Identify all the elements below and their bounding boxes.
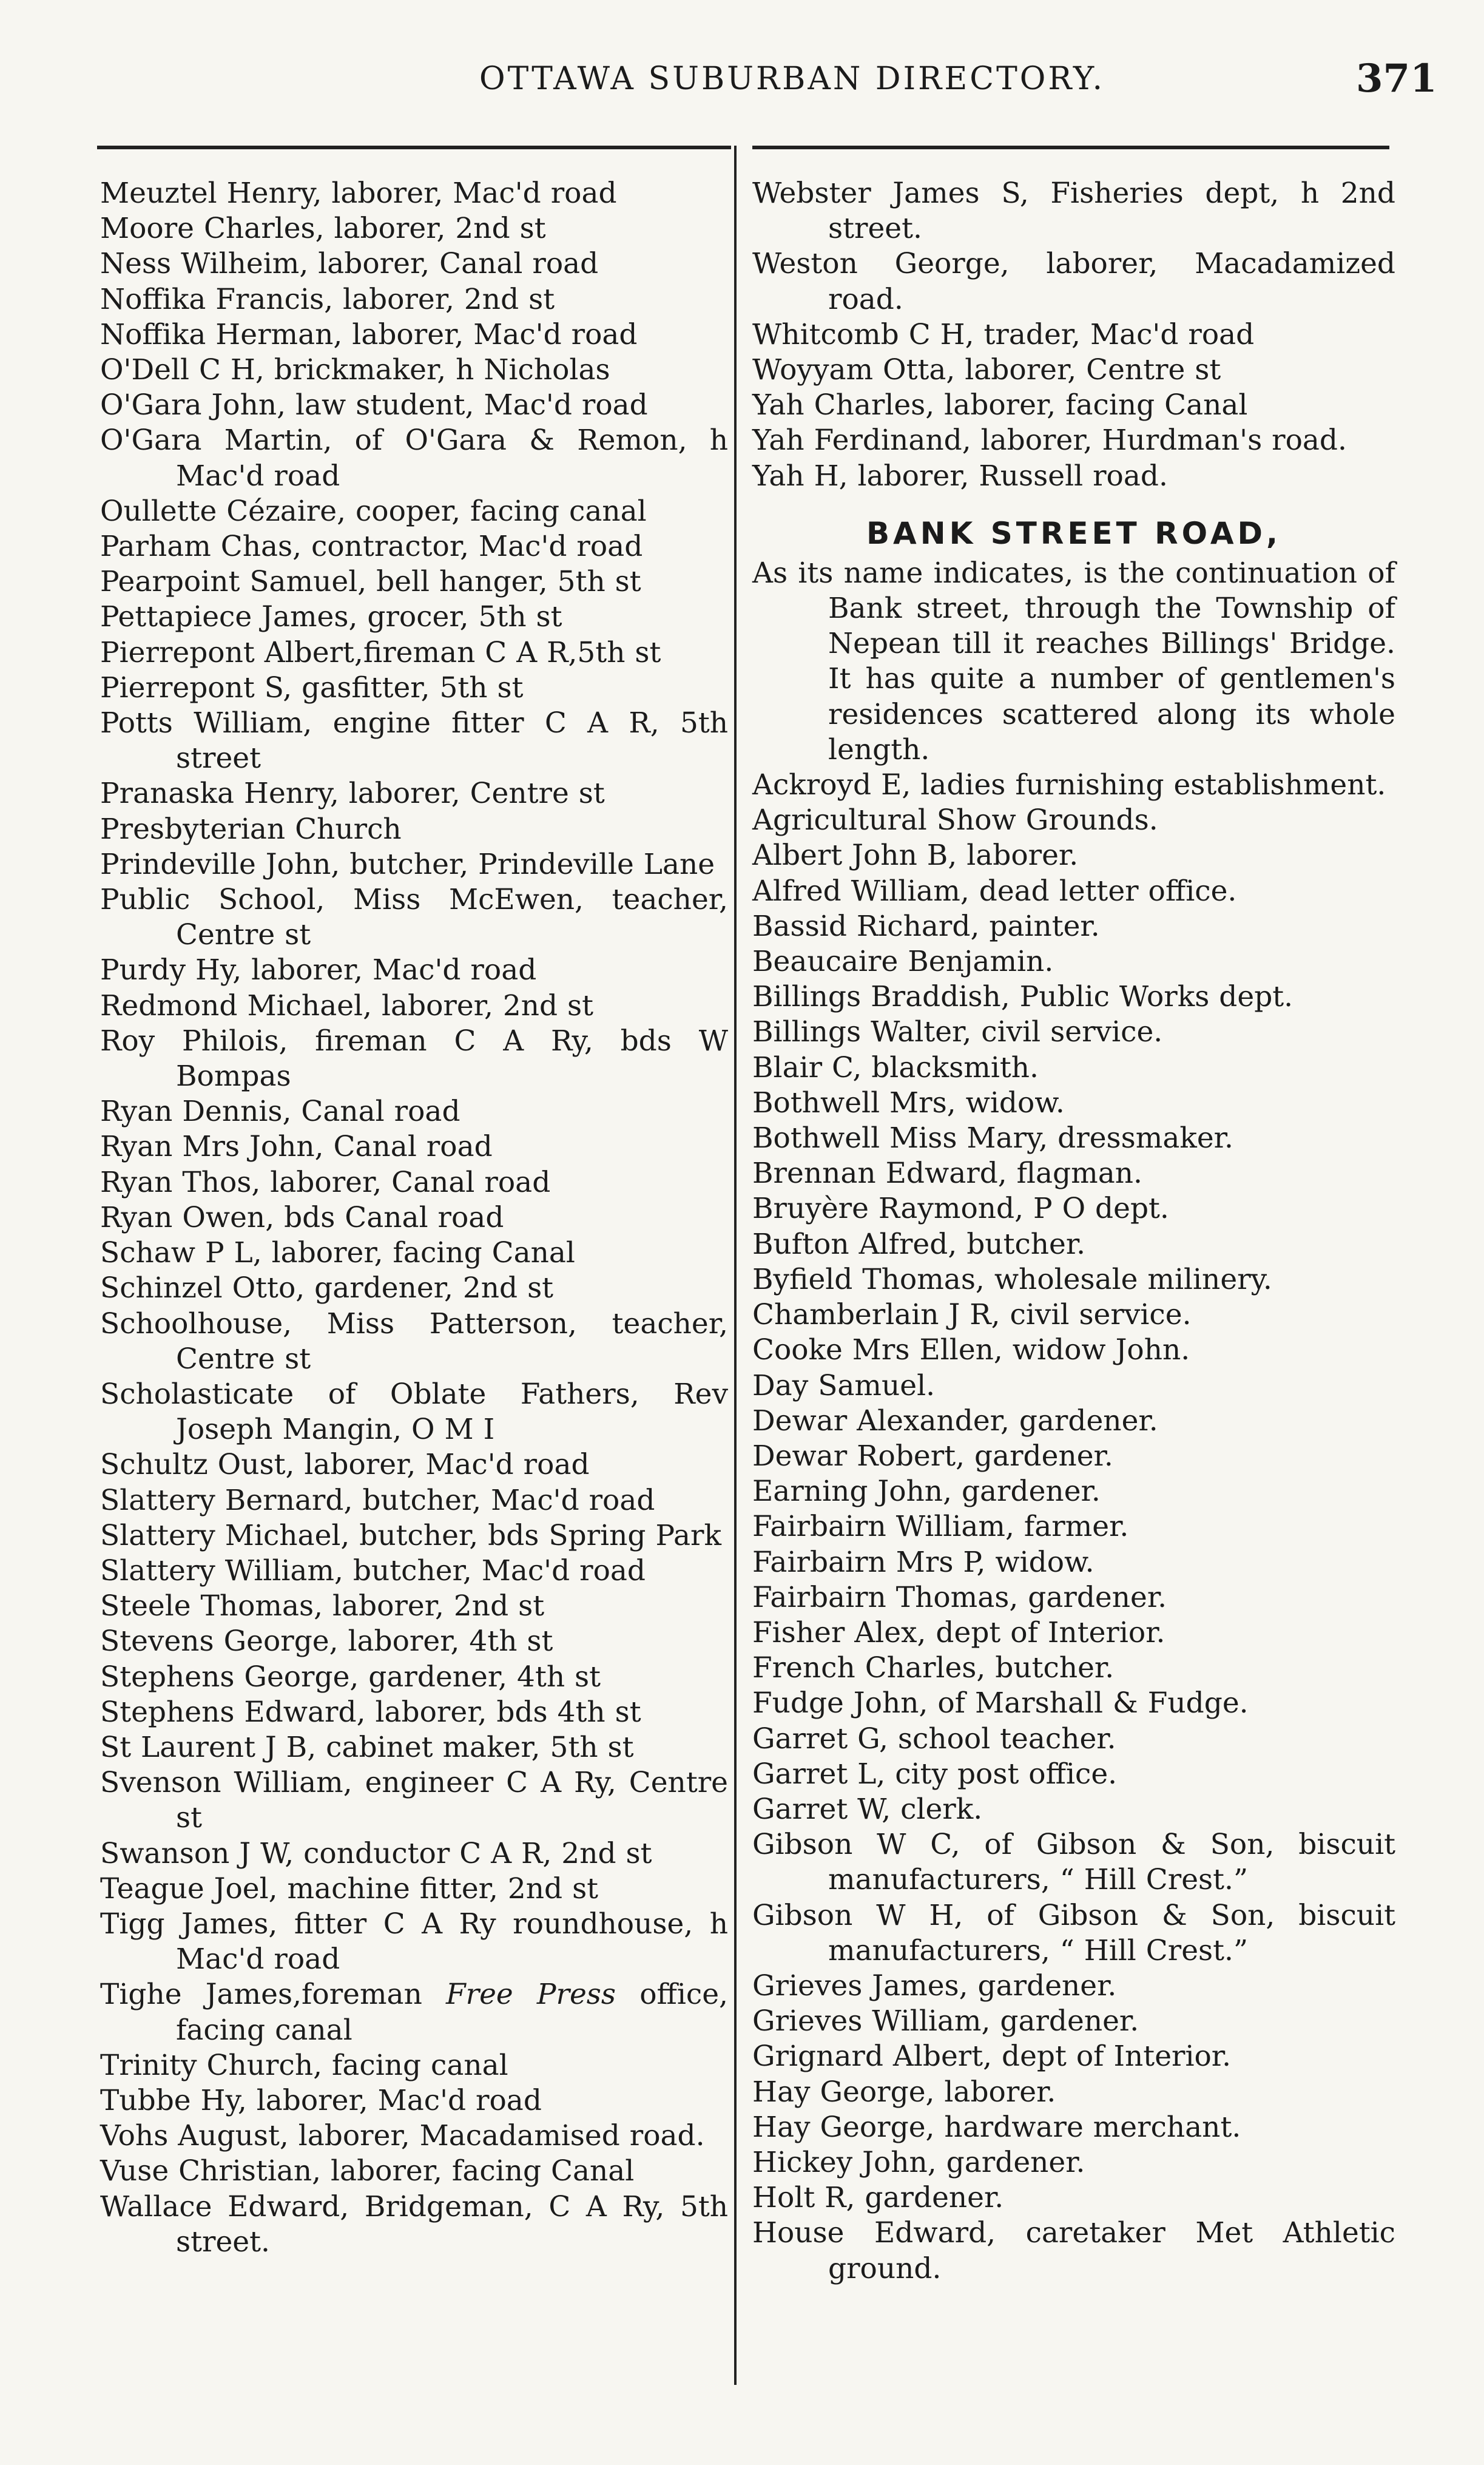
directory-entry: Dewar Alexander, gardener.	[752, 1404, 1158, 1438]
directory-entry: Schoolhouse, Miss Patterson, teacher, Centre st	[100, 1307, 728, 1376]
directory-entry: Slattery Bernard, butcher, Mac'd road	[100, 1483, 655, 1517]
directory-entry: Bothwell Mrs, widow.	[752, 1086, 1065, 1120]
directory-entry: Grignard Albert, dept of Interior.	[752, 2040, 1232, 2074]
directory-entry: Ness Wilheim, laborer, Canal road	[100, 247, 599, 281]
directory-entry: Moore Charles, laborer, 2nd st	[100, 212, 546, 246]
directory-entry: Fairbairn Mrs P, widow.	[752, 1545, 1094, 1579]
directory-entry: Scholasticate of Oblate Fathers, Rev Joseph Mangin, O M I	[100, 1377, 728, 1447]
directory-entry: Cooke Mrs Ellen, widow John.	[752, 1333, 1190, 1367]
column-divider	[734, 146, 737, 2385]
directory-entry: Fairbairn Thomas, gardener.	[752, 1580, 1167, 1614]
right-entry-list	[752, 768, 1395, 2287]
directory-entry: Oullette Cézaire, cooper, facing canal	[100, 494, 647, 528]
directory-entry: Vuse Christian, laborer, facing Canal	[100, 2154, 635, 2188]
right-entry-list-top	[752, 176, 1395, 494]
directory-entry: Billings Braddish, Public Works dept.	[752, 980, 1293, 1014]
directory-entry: Hay George, hardware merchant.	[752, 2110, 1241, 2144]
directory-entry: Byfield Thomas, wholesale milinery.	[752, 1262, 1272, 1296]
directory-entry: Woyyam Otta, laborer, Centre st	[752, 353, 1221, 387]
directory-entry: Alfred William, dead letter office.	[752, 874, 1237, 908]
directory-entry: Webster James S, Fisheries dept, h 2nd street.	[752, 177, 1395, 246]
directory-entry: Stevens George, laborer, 4th st	[100, 1625, 553, 1659]
directory-entry: Roy Philois, fireman C A Ry, bds W Bompas	[100, 1024, 728, 1094]
directory-entry: Public School, Miss McEwen, teacher, Centre st	[100, 883, 728, 952]
directory-entry: Meuztel Henry, laborer, Mac'd road	[100, 177, 617, 210]
directory-entry: House Edward, caretaker Met Athletic ground.	[752, 2216, 1395, 2285]
directory-entry: Ryan Thos, laborer, Canal road	[100, 1165, 551, 1199]
directory-entry: Blair C, blacksmith.	[752, 1050, 1039, 1084]
directory-entry: Svenson William, engineer C A Ry, Centre st	[100, 1766, 728, 1835]
directory-entry: Earning John, gardener.	[752, 1475, 1101, 1509]
directory-entry: Whitcomb C H, trader, Mac'd road	[752, 317, 1255, 351]
directory-entry: Purdy Hy, laborer, Mac'd road	[100, 953, 537, 987]
directory-entry: Agricultural Show Grounds.	[752, 803, 1158, 837]
directory-entry: Swanson J W, conductor C A R, 2nd st	[100, 1836, 652, 1870]
page-header	[0, 56, 1484, 115]
directory-entry: Wallace Edward, Bridgeman, C A Ry, 5th street.	[100, 2189, 728, 2259]
directory-entry: Pranaska Henry, laborer, Centre st	[100, 777, 605, 811]
directory-entry: Fisher Alex, dept of Interior.	[752, 1615, 1165, 1649]
directory-entry: Noffika Francis, laborer, 2nd st	[100, 282, 555, 316]
section-intro: As its name indicates, is the continuation of Bank street, through the Township of Nepean till it reaches Billings' Bridge. It has quite a number of gentlemen's residences scattered along its whole length.	[752, 556, 1395, 766]
directory-entry: Pierrepont Albert,fireman C A R,5th st	[100, 635, 661, 669]
directory-entry: Ryan Dennis, Canal road	[100, 1095, 460, 1129]
directory-entry: Teague Joel, machine fitter, 2nd st	[100, 1872, 599, 1905]
directory-entry: Tubbe Hy, laborer, Mac'd road	[100, 2083, 542, 2117]
directory-entry: Slattery William, butcher, Mac'd road	[100, 1554, 646, 1588]
directory-entry: Pearpoint Samuel, bell hanger, 5th st	[100, 565, 641, 599]
directory-entry: Tighe James,foreman Free Press office, facing canal	[100, 1978, 728, 2047]
directory-entry: Weston George, laborer, Macadamized road.	[752, 247, 1395, 316]
directory-entry: Steele Thomas, laborer, 2nd st	[100, 1589, 545, 1623]
directory-entry: O'Dell C H, brickmaker, h Nicholas	[100, 353, 610, 387]
directory-entry: Pierrepont S, gasfitter, 5th st	[100, 671, 524, 705]
directory-entry: Gibson W H, of Gibson & Son, biscuit manufacturers, “ Hill Crest.”	[752, 1898, 1395, 1967]
directory-entry: Beaucaire Benjamin.	[752, 945, 1054, 979]
directory-entry: Ryan Mrs John, Canal road	[100, 1130, 493, 1164]
directory-entry: Trinity Church, facing canal	[100, 2048, 508, 2082]
directory-entry: Ryan Owen, bds Canal road	[100, 1200, 504, 1234]
directory-entry: Yah H, laborer, Russell road.	[752, 459, 1168, 493]
header-rule-left	[97, 146, 731, 149]
left-column	[100, 176, 728, 2260]
directory-entry: Schaw P L, laborer, facing Canal	[100, 1236, 575, 1270]
directory-entry: Gibson W C, of Gibson & Son, biscuit manufacturers, “ Hill Crest.”	[752, 1828, 1395, 1897]
page-number: 371	[1356, 56, 1437, 101]
section-heading: BANK STREET ROAD,	[866, 515, 1282, 551]
directory-entry: Schultz Oust, laborer, Mac'd road	[100, 1448, 590, 1482]
directory-entry: Garret G, school teacher.	[752, 1722, 1116, 1756]
directory-entry: Dewar Robert, gardener.	[752, 1439, 1113, 1473]
directory-entry: Brennan Edward, flagman.	[752, 1157, 1142, 1191]
right-column	[752, 176, 1395, 2287]
directory-entry: Noffika Herman, laborer, Mac'd road	[100, 317, 638, 351]
left-entry-list-end	[100, 2048, 728, 2260]
directory-entry: Bothwell Miss Mary, dressmaker.	[752, 1121, 1233, 1155]
directory-entry: Fudge John, of Marshall & Fudge.	[752, 1686, 1249, 1720]
directory-entry: Billings Walter, civil service.	[752, 1015, 1163, 1049]
directory-entry: Pettapiece James, grocer, 5th st	[100, 600, 562, 634]
directory-entry: Albert John B, laborer.	[752, 839, 1079, 873]
directory-entry: Grieves James, gardener.	[752, 1969, 1117, 2003]
directory-entry: Bruyère Raymond, P O dept.	[752, 1192, 1169, 1226]
left-entry-list	[100, 176, 728, 1977]
directory-entry: Yah Charles, laborer, facing Canal	[752, 388, 1248, 422]
directory-entry: Yah Ferdinand, laborer, Hurdman's road.	[752, 424, 1347, 458]
directory-entry: Hickey John, gardener.	[752, 2145, 1085, 2179]
directory-entry: Presbyterian Church	[100, 812, 402, 846]
directory-entry: O'Gara Martin, of O'Gara & Remon, h Mac'd road	[100, 424, 728, 493]
directory-entry: Garret W, clerk.	[752, 1792, 983, 1826]
directory-entry: Potts William, engine fitter C A R, 5th street	[100, 706, 728, 776]
directory-entry: Stephens Edward, laborer, bds 4th st	[100, 1695, 641, 1729]
directory-entry: Parham Chas, contractor, Mac'd road	[100, 530, 643, 564]
directory-entry: Grieves William, gardener.	[752, 2004, 1139, 2038]
directory-entry: Stephens George, gardener, 4th st	[100, 1660, 601, 1694]
directory-entry: St Laurent J B, cabinet maker, 5th st	[100, 1730, 634, 1764]
directory-entry: Holt R, gardener.	[752, 2181, 1004, 2215]
directory-entry: Bufton Alfred, butcher.	[752, 1227, 1086, 1261]
running-title: OTTAWA SUBURBAN DIRECTORY.	[479, 61, 1105, 97]
publication-name: Free Press	[446, 1978, 616, 2012]
directory-entry: O'Gara John, law student, Mac'd road	[100, 388, 648, 422]
header-rule-right	[752, 146, 1389, 149]
directory-entry: Bassid Richard, painter.	[752, 909, 1100, 943]
directory-entry: Slattery Michael, butcher, bds Spring Park	[100, 1518, 721, 1552]
directory-entry: Garret L, city post office.	[752, 1757, 1118, 1791]
directory-entry: French Charles, butcher.	[752, 1651, 1115, 1685]
directory-entry: Prindeville John, butcher, Prindeville Lane	[100, 847, 715, 881]
directory-entry: Redmond Michael, laborer, 2nd st	[100, 989, 594, 1023]
directory-entry: Vohs August, laborer, Macadamised road.	[100, 2119, 705, 2153]
directory-entry: Ackroyd E, ladies furnishing establishment.	[752, 768, 1386, 802]
directory-entry: Chamberlain J R, civil service.	[752, 1298, 1192, 1332]
directory-entry: Schinzel Otto, gardener, 2nd st	[100, 1271, 554, 1305]
directory-entry: Tigg James, fitter C A Ry roundhouse, h Mac'd road	[100, 1907, 728, 1976]
directory-entry: Day Samuel.	[752, 1368, 936, 1402]
directory-entry: Fairbairn William, farmer.	[752, 1510, 1129, 1544]
directory-entry: Hay George, laborer.	[752, 2075, 1056, 2109]
